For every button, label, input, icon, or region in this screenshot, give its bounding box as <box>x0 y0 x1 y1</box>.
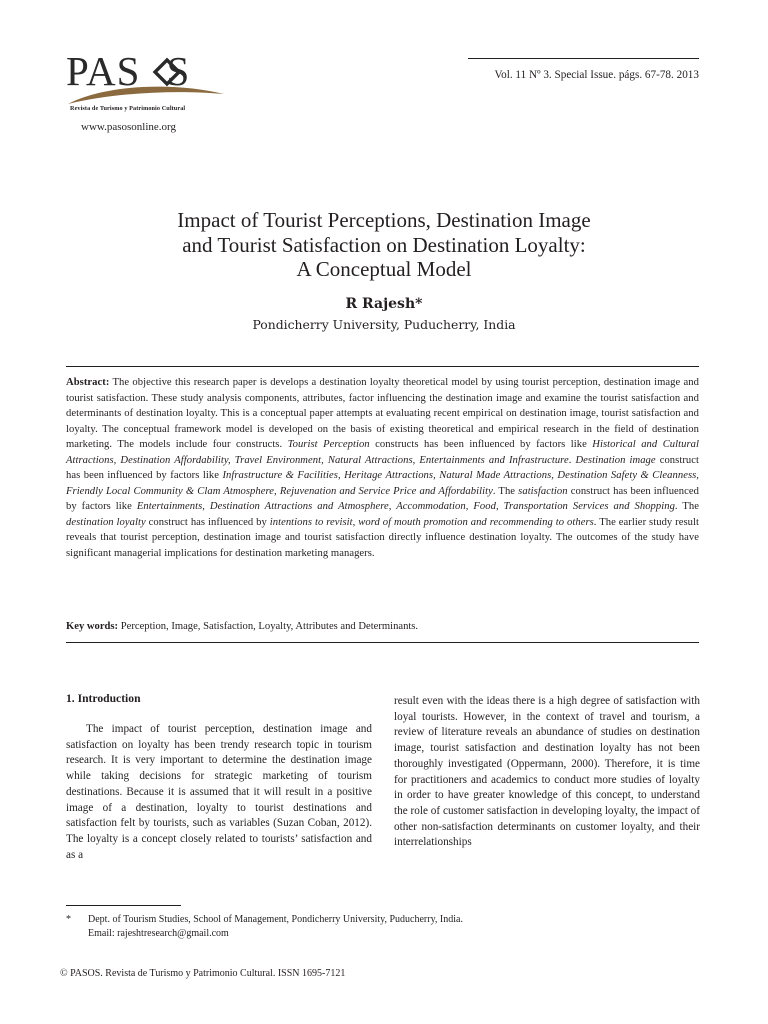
abstract-top-rule <box>66 366 699 367</box>
logo-text: PAS S <box>66 48 191 94</box>
abstract-label: Abstract: <box>66 377 110 388</box>
keywords: Key words: Perception, Image, Satisfaction, Loyalty, Attributes and Determinants. <box>66 621 419 632</box>
abstract-bottom-rule <box>66 642 699 643</box>
pasos-logo <box>66 46 226 116</box>
author-name: R Rajesh* <box>345 296 423 312</box>
intro-right-column: result even with the ideas there is a high degree of satisfaction with loyal tourists. However, in the context of travel and tourism, a review of literature reveals an abundance of studies on destination image, tourist satisfaction and destination loyalty has not been thoroughly investigated (Oppermann, 2000). Therefore, it is time for practitioners and academics to conduct more studies of loyalty in order to have greater knowledge of this concept, to understand the role of customer satisfaction in developing loyalty, the impact of other non-satisfaction determinants on customer loyalty, and their interrelationships <box>394 695 700 849</box>
article-title <box>60 208 708 282</box>
title-line: Impact of Tourist Perceptions, Destination Image <box>177 208 591 232</box>
section-heading: 1. Introduction <box>66 692 141 705</box>
footnote-rule <box>66 905 181 906</box>
website-link[interactable]: www.pasosonline.org <box>81 121 177 133</box>
title-line: A Conceptual Model <box>296 257 472 281</box>
logo-subtitle: Revista de Turismo y Patrimonio Cultural <box>70 105 186 112</box>
volume-info: Vol. 11 Nº 3. Special Issue. págs. 67-78. 2013 <box>494 69 699 81</box>
footnote-affiliation: Dept. of Tourism Studies, School of Management, Pondicherry University, Puducherry, India. <box>88 914 463 925</box>
title-line: and Tourist Satisfaction on Destination Loyalty: <box>182 232 586 257</box>
footnote-email[interactable]: Email: rajeshtresearch@gmail.com <box>88 928 229 939</box>
abstract: Abstract: The objective this research paper is develops a destination loyalty theoretical model by using tourist perception, destination image and tourist satisfaction. These study analysis components, attributes, factor influencing the destination image and examine the tourist satisfaction and determinants of destination loyalty. This is a conceptual paper attempts at evaluating recent empirical on destination image, tourist satisfaction and loyalty. The conceptual framework model is developed on the basis of existing theoretical and empirical research in the field of destination marketing. The models include four constructs. Tourist Perception constructs has been influenced by factors like Historical and Cultural Attractions, Destination Affordability, Travel Environment, Natural Attractions, Entertainments and Infrastructure. Destination image construct has been influenced by factors like Infrastructure & Facilities, Heritage Attractions, Natural Made Attractions, Destination Safety & Cleanness, Friendly Local Community & Clam Atmosphere, Rejuvenation and Service Price and Affordability. The satisfaction construct has been influenced by factors like Entertainments, Destination Attractions and Atmosphere, Accommodation, Food, Transportation Services and Shopping. The destination loyalty construct has influenced by intentions to revisit, word of mouth promotion and recommending to others. The earlier study result reveals that tourist perception, destination image and tourist satisfaction directly influence destination loyalty. The outcomes of the study have significant managerial implications for destination marketing managers. <box>66 377 700 560</box>
header-rule <box>468 58 699 59</box>
intro-left-column: The impact of tourist perception, destination image and satisfaction on loyalty has been trendy research topic in tourism research. It is very important to determine the destination image while taking decisions for strategic marketing of tourism destinations. Because it is assumed that it will result in a positive image of a destination, loyalty to tourist destinations and satisfaction felt by tourists, such as variables (Suzan Coban, 2012). The loyalty is a concept closely related to tourists’ satisfaction and as a <box>66 723 372 861</box>
page-footer: © PASOS. Revista de Turismo y Patrimonio Cultural. ISSN 1695-7121 <box>60 968 346 979</box>
author-affiliation: Pondicherry University, Puducherry, India <box>252 317 516 332</box>
footnote <box>66 913 463 941</box>
footnote-mark: * <box>66 914 71 925</box>
keywords-label: Key words: <box>66 621 119 632</box>
